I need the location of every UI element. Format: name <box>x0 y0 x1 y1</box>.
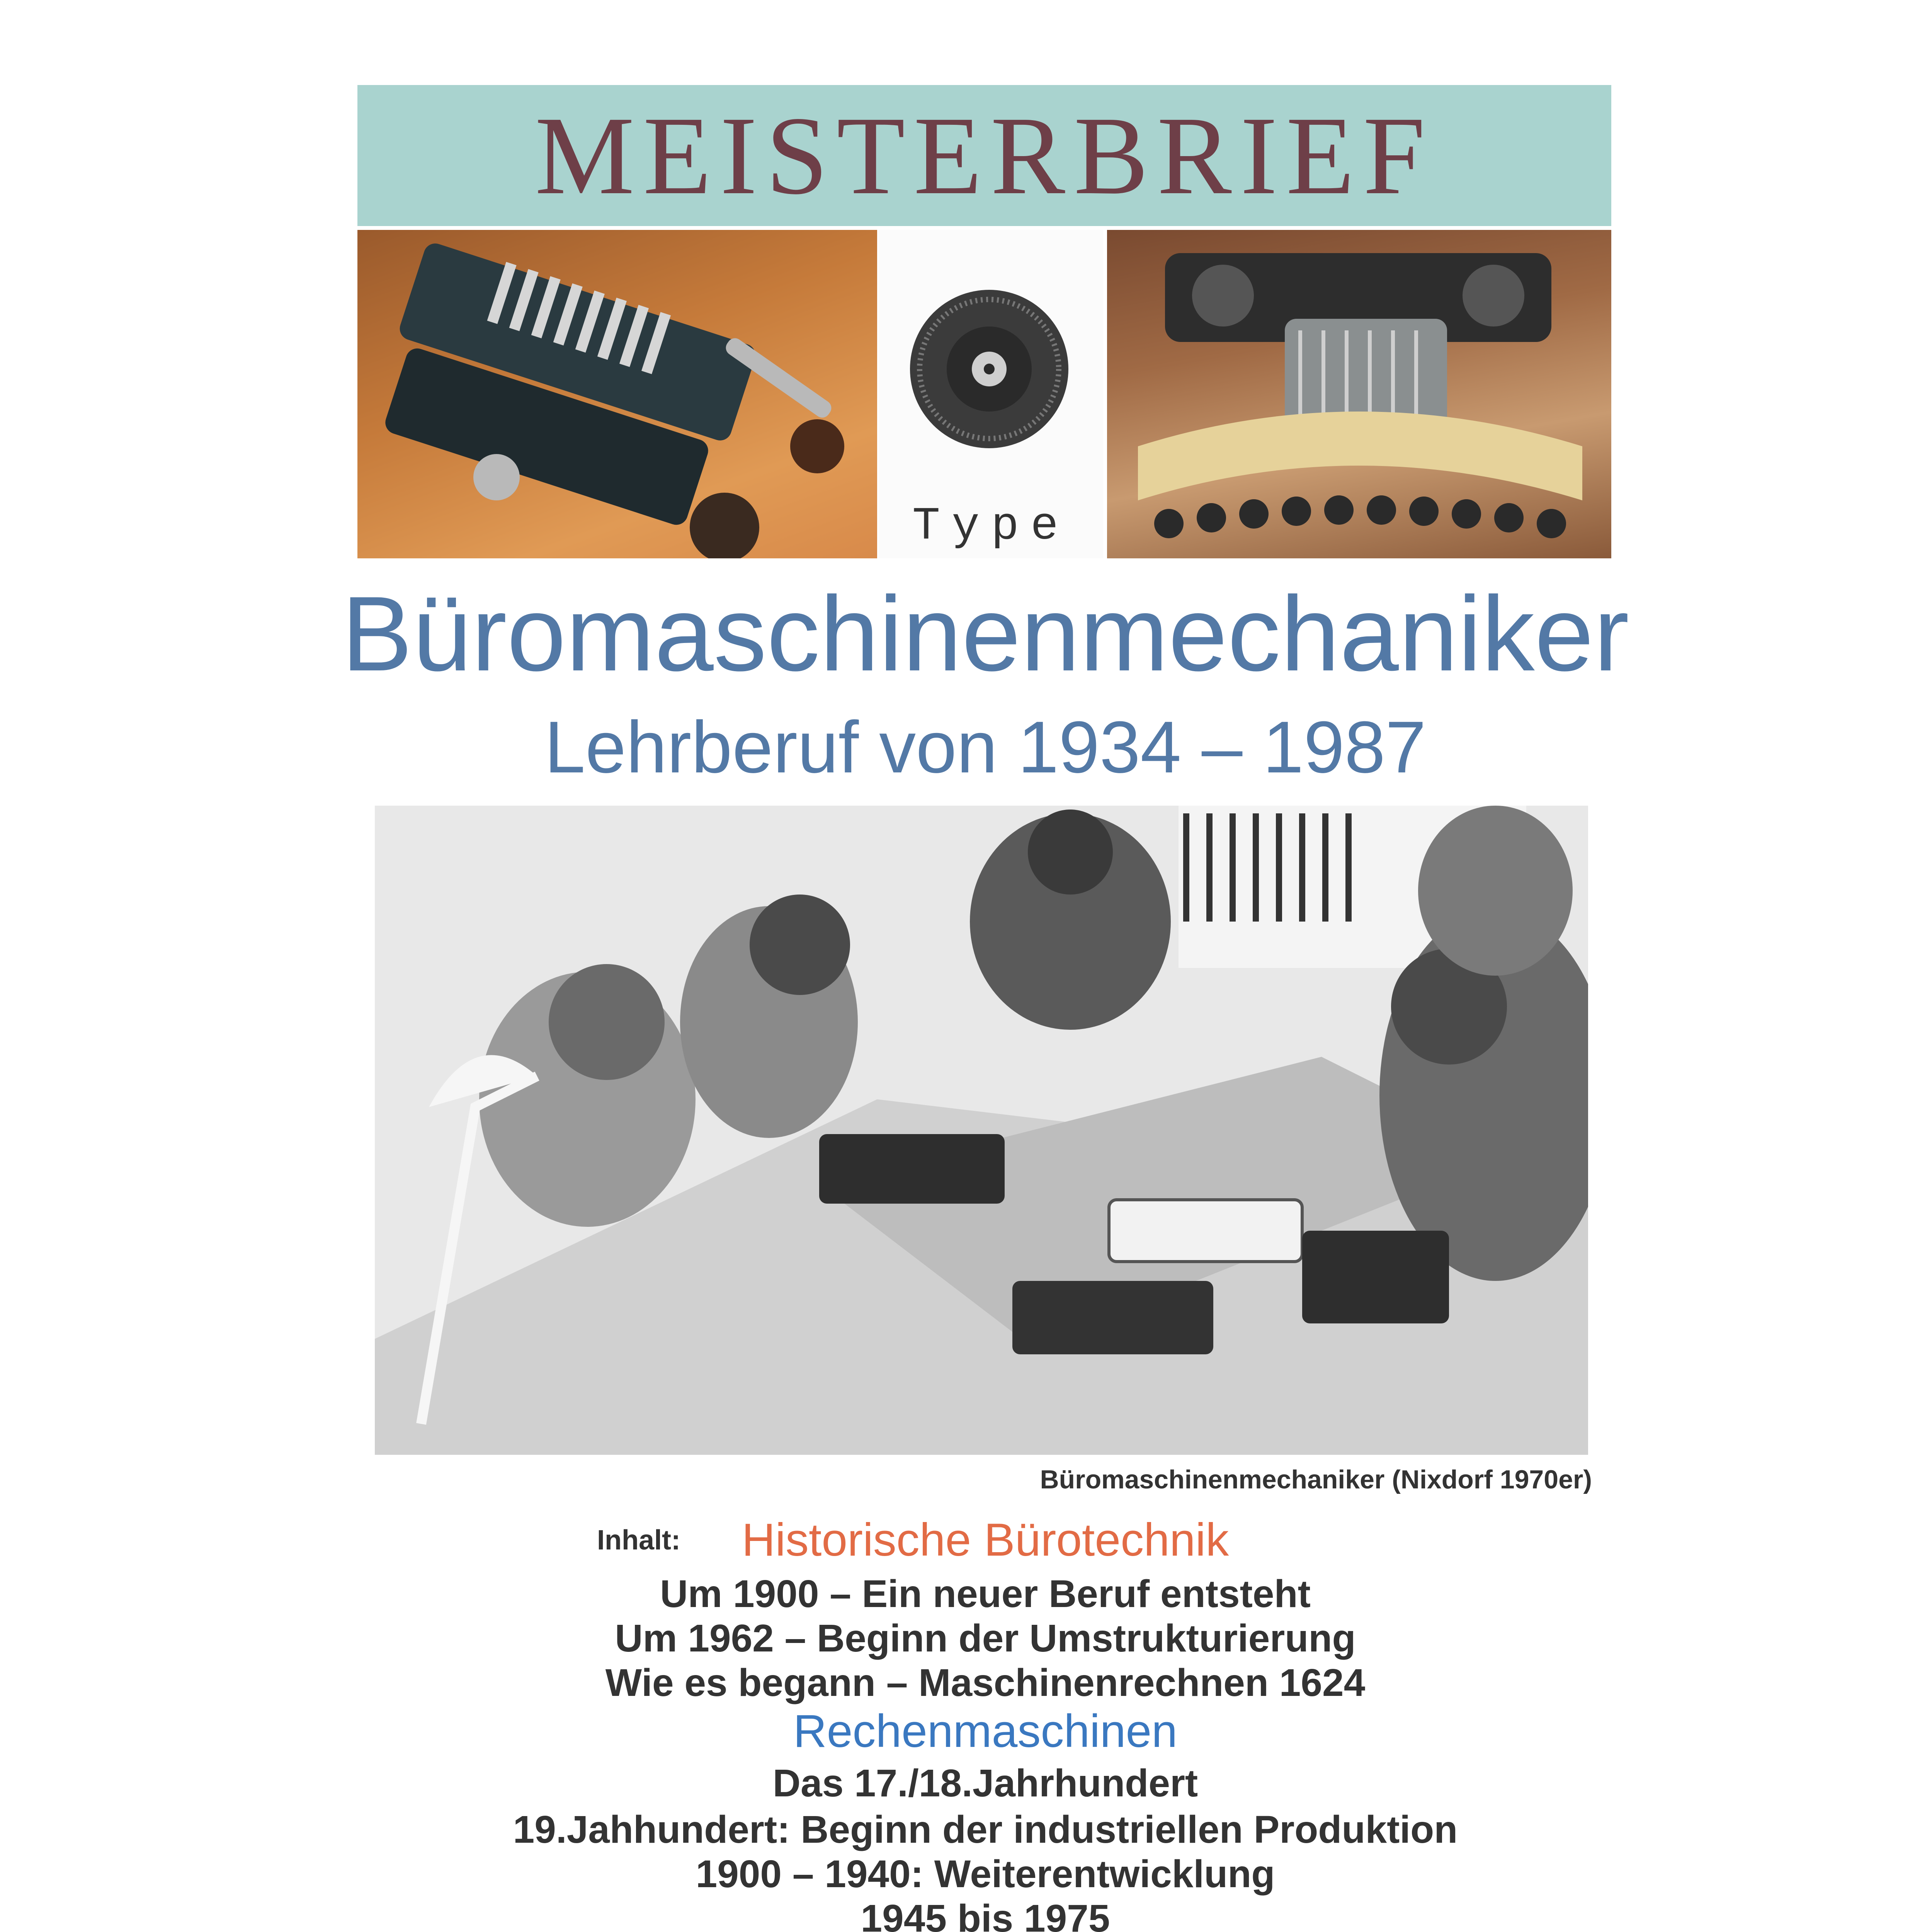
typewriter-illustration <box>1107 230 1611 558</box>
meisterbrief-banner <box>357 85 1611 226</box>
toc-item: 1945 bis 1975 <box>861 1897 1110 1932</box>
toc-item: Das 17./18.Jahrhundert <box>772 1762 1198 1805</box>
daisy-wheel-photo <box>879 230 1103 558</box>
page-subtitle: Lehrberuf von 1934 – 1987 <box>544 706 1426 788</box>
type-label: Type <box>912 500 1070 553</box>
toc-item: Um 1962 – Beginn der Umstrukturierung <box>615 1617 1356 1660</box>
typewriter-photo <box>1107 230 1611 558</box>
toc-heading-historische-buerotechnik: Historische Bürotechnik <box>742 1514 1229 1566</box>
toc-heading-rechenmaschinen: Rechenmaschinen <box>793 1705 1177 1757</box>
toc-item: Um 1900 – Ein neuer Beruf entsteht <box>660 1572 1311 1616</box>
workshop-illustration <box>375 806 1588 1455</box>
toc-item: Wie es begann – Maschinenrechnen 1624 <box>605 1661 1366 1704</box>
toc-item: 19.Jahhundert: Beginn der industriellen Produktion <box>513 1808 1458 1851</box>
calculating-machine-illustration <box>357 230 877 558</box>
toc-item: 1900 – 1940: Weiterentwicklung <box>696 1852 1275 1896</box>
banner-title: MEISTERBRIEF <box>535 93 1434 218</box>
contents-label: Inhalt: <box>597 1525 680 1556</box>
page-title: Büromaschinenmechaniker <box>341 575 1629 693</box>
calculating-machine-photo <box>357 230 877 558</box>
workshop-photo <box>375 806 1588 1455</box>
photo-caption: Büromaschinenmechaniker (Nixdorf 1970er) <box>1040 1465 1592 1494</box>
